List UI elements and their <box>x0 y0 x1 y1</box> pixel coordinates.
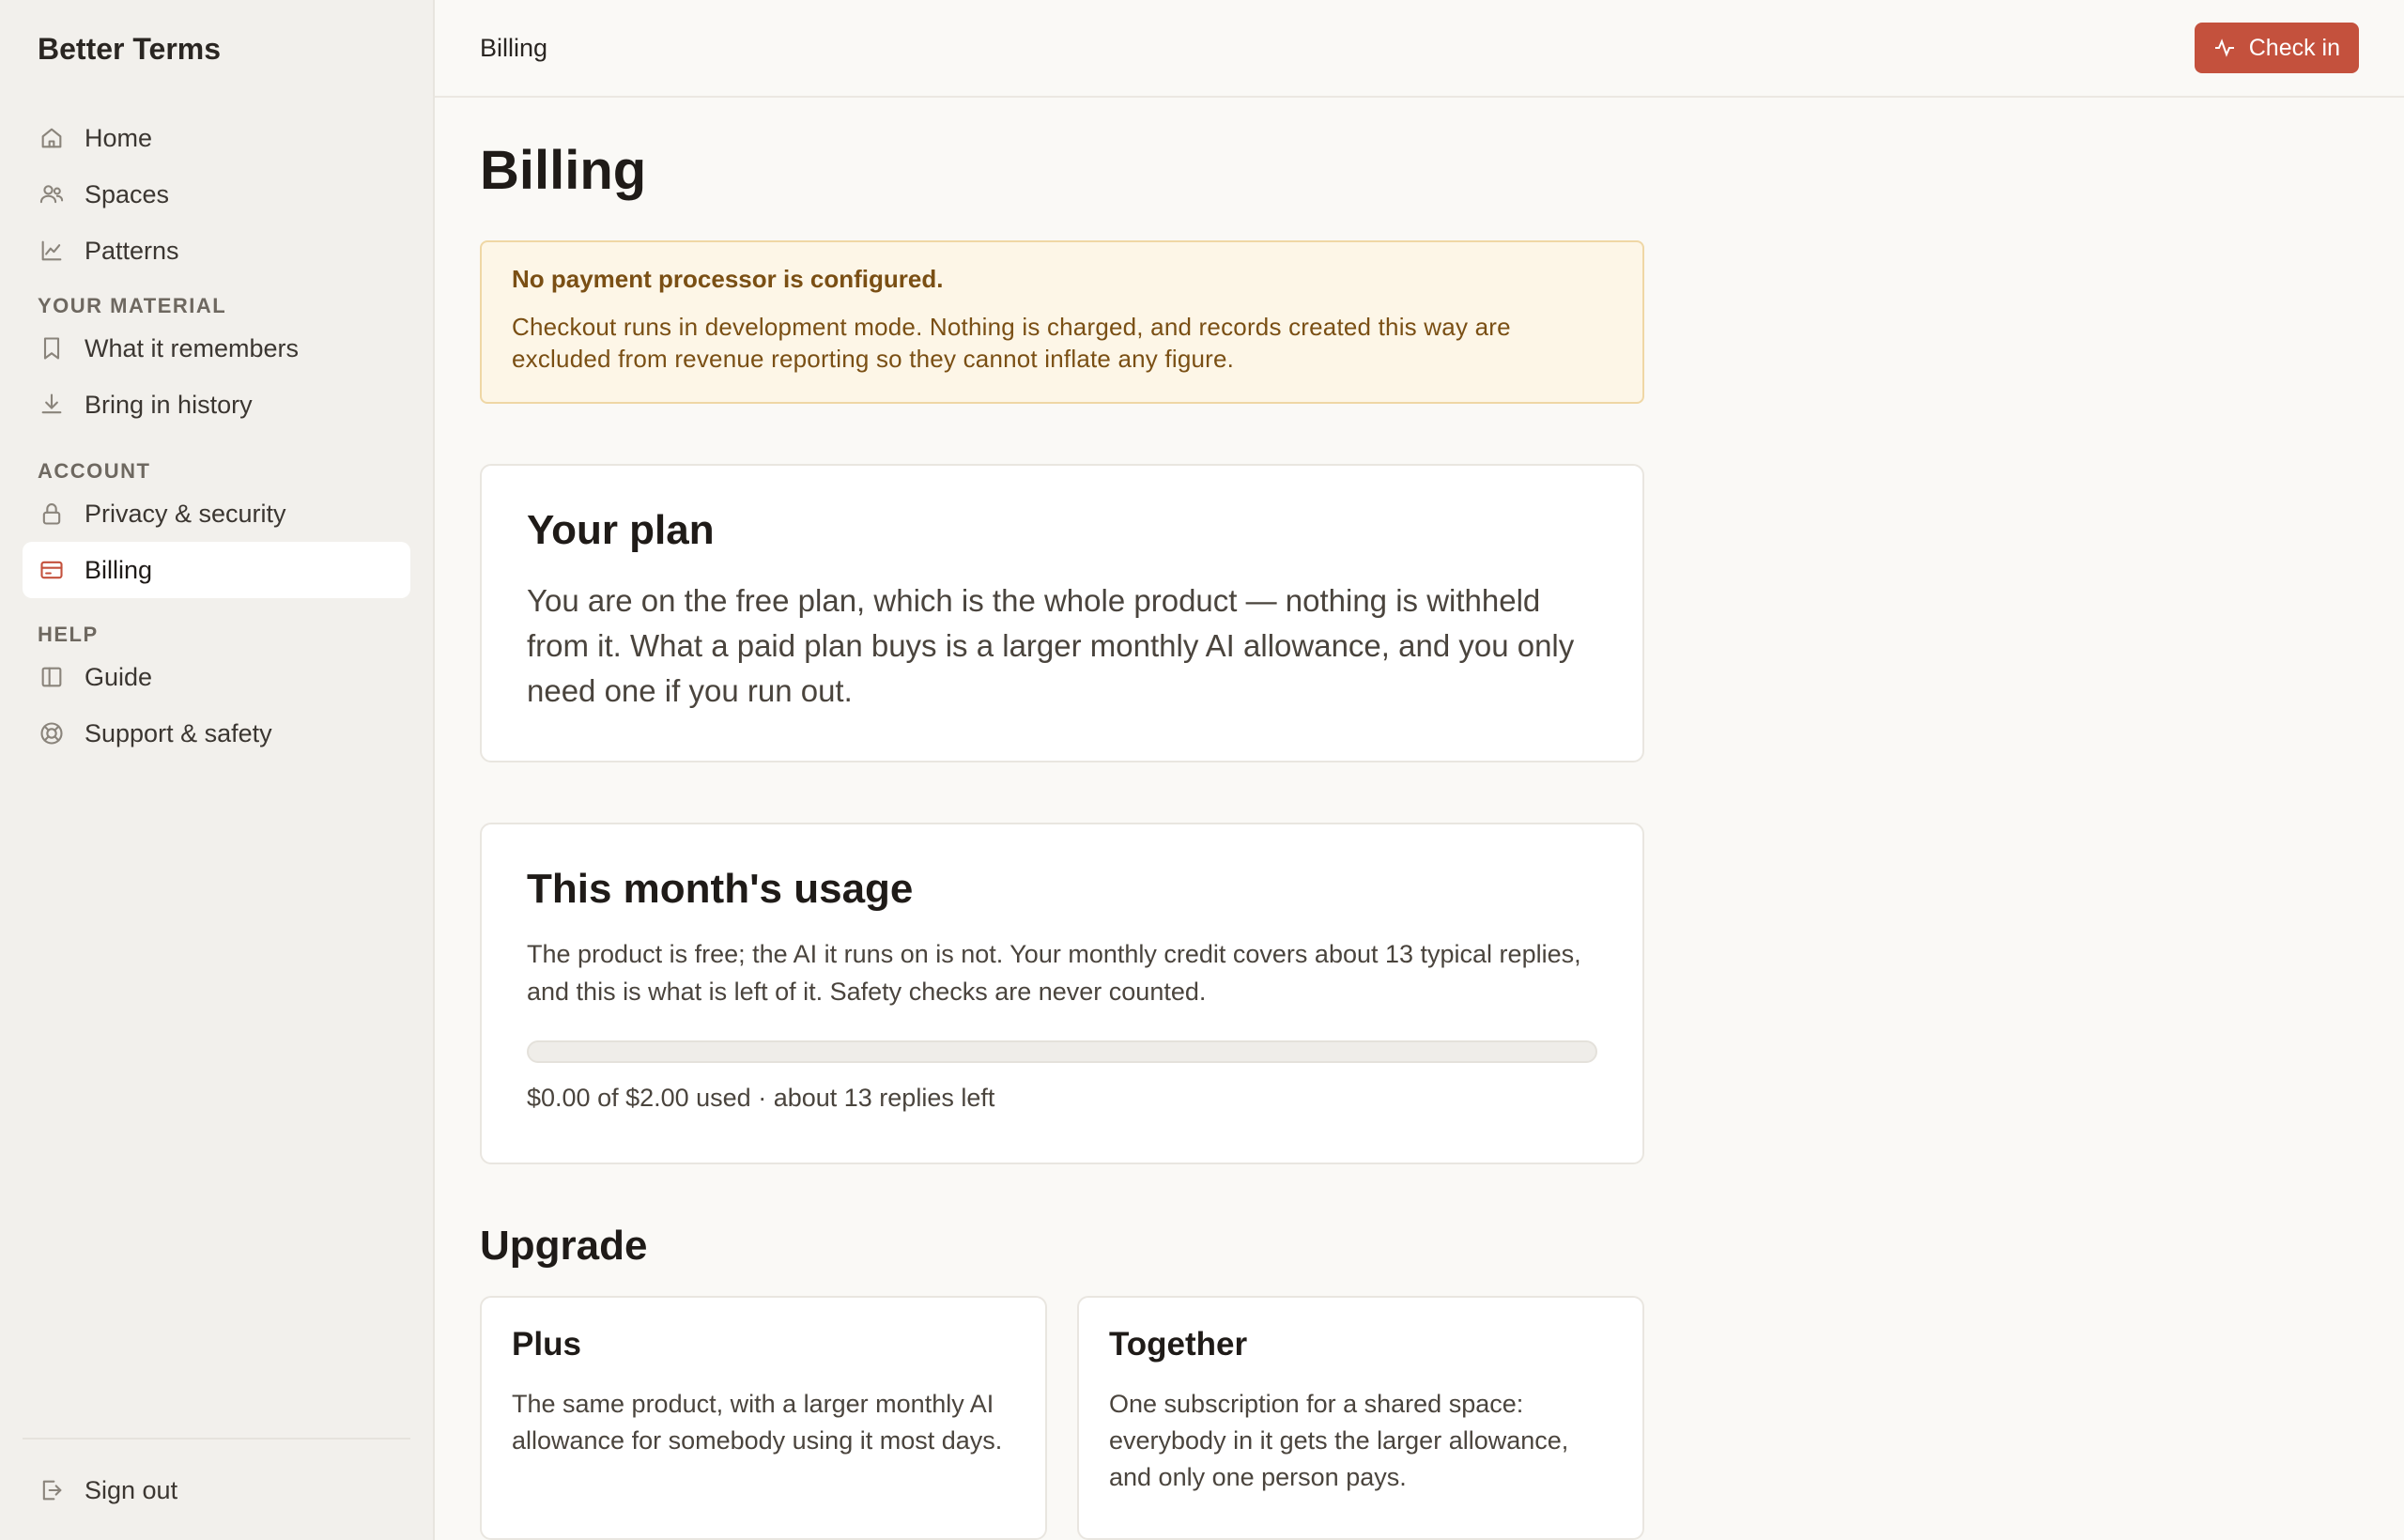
sidebar-item-home[interactable] <box>23 110 410 166</box>
sidebar-item-guide[interactable] <box>23 649 410 705</box>
chart-line-icon <box>38 237 66 265</box>
section-label-material: YOUR MATERIAL <box>38 294 227 317</box>
upgrade-tiers <box>480 1296 1646 1540</box>
upgrade-title: Upgrade <box>480 1223 648 1269</box>
brand-name: Better Terms <box>38 32 222 66</box>
sidebar-footer <box>23 1438 410 1540</box>
usage-title: This month's usage <box>527 866 914 912</box>
sidebar-item-label: Guide <box>85 662 153 691</box>
home-icon <box>38 124 66 152</box>
bookmark-icon <box>38 334 66 362</box>
billing-content <box>435 98 1646 1540</box>
lifebuoy-icon <box>38 719 66 747</box>
usage-card <box>480 823 1644 1164</box>
usage-summary: $0.00 of $2.00 used · about 13 replies left <box>527 1084 995 1112</box>
tier-name: Together <box>1109 1326 1248 1363</box>
main-area <box>435 0 2404 1540</box>
section-label-help: HELP <box>38 623 99 646</box>
download-icon <box>38 391 66 419</box>
sidebar-item-label: Privacy & security <box>85 499 286 528</box>
plan-description: You are on the free plan, which is the whole product — nothing is withheld from it. What a paid plan buys is a larger monthly AI allowance, and you only need one if you run out. <box>527 583 1575 708</box>
tier-card-together[interactable] <box>1077 1296 1644 1540</box>
sign-out-label: Sign out <box>85 1475 178 1504</box>
sidebar-item-label: What it remembers <box>85 333 300 362</box>
usage-description: The product is free; the AI it runs on is not. Your monthly credit covers about 13 typical replies, and this is what is left of it. Safety checks are never counted. <box>527 940 1581 1006</box>
tier-name: Plus <box>512 1326 581 1363</box>
sidebar-item-label: Patterns <box>85 236 179 265</box>
sign-out-button[interactable] <box>23 1462 410 1518</box>
check-in-button[interactable] <box>2195 23 2359 73</box>
sidebar-item-support-safety[interactable] <box>23 705 410 762</box>
users-icon <box>38 180 66 208</box>
sidebar-item-bring-in-history[interactable] <box>23 377 410 433</box>
page-title: Billing <box>480 140 647 201</box>
sidebar-item-label: Home <box>85 123 153 152</box>
payment-alert <box>480 240 1644 404</box>
plan-title: Your plan <box>527 507 715 553</box>
check-in-label: Check in <box>2248 34 2340 61</box>
sidebar-item-what-it-remembers[interactable] <box>23 320 410 377</box>
credit-card-icon <box>38 556 66 584</box>
tier-description: One subscription for a shared space: everybody in it gets the larger allowance, and only one person pays. <box>1109 1390 1569 1491</box>
sign-out-icon <box>38 1476 66 1504</box>
sidebar-item-label: Bring in history <box>85 390 253 419</box>
pulse-icon <box>2213 37 2236 59</box>
tier-description: The same product, with a larger monthly AI allowance for somebody using it most days. <box>512 1390 1003 1455</box>
sidebar-item-label: Billing <box>85 555 153 584</box>
topbar <box>435 0 2404 98</box>
sidebar-item-label: Support & safety <box>85 718 272 747</box>
alert-title: No payment processor is configured. <box>512 265 944 293</box>
breadcrumb: Billing <box>480 33 548 62</box>
book-icon <box>38 663 66 691</box>
sidebar-item-label: Spaces <box>85 179 170 208</box>
sidebar-item-billing[interactable] <box>23 542 410 598</box>
section-label-account: ACCOUNT <box>38 459 151 483</box>
sidebar-item-patterns[interactable] <box>23 223 410 279</box>
tier-card-plus[interactable] <box>480 1296 1047 1540</box>
sidebar-item-privacy-security[interactable] <box>23 485 410 542</box>
sidebar <box>0 0 435 1540</box>
plan-card <box>480 464 1644 762</box>
sidebar-item-spaces[interactable] <box>23 166 410 223</box>
usage-progress-bar <box>527 1040 1597 1063</box>
lock-icon <box>38 500 66 528</box>
alert-body: Checkout runs in development mode. Nothing is charged, and records created this way are excluded from revenue reporting so they cannot inflate any figure. <box>512 313 1511 373</box>
